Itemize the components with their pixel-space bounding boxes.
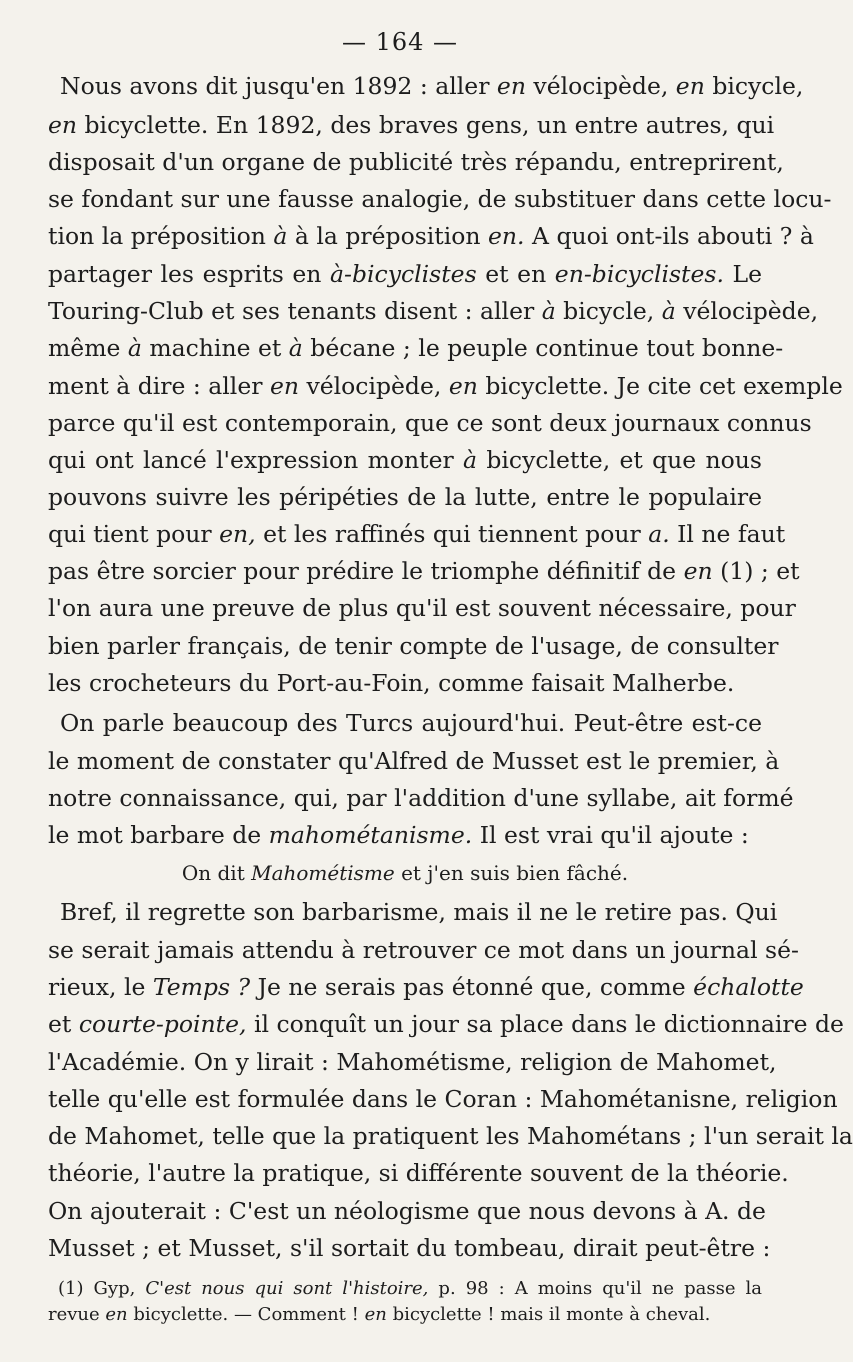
italic-text: en. [488, 222, 525, 250]
text-line [48, 218, 814, 254]
text-line [48, 1081, 838, 1117]
text-line [48, 743, 780, 779]
text-line [60, 705, 762, 741]
text-run: qui ont lancé l'expression monter [48, 446, 464, 474]
italic-text: en [48, 111, 78, 139]
text-line [60, 68, 804, 104]
text-line [48, 405, 812, 441]
text-line [48, 780, 794, 816]
text-line [48, 144, 784, 180]
text-run: bicyclette ! mais il monte à cheval. [386, 1304, 711, 1325]
text-run: vélocipède, [298, 372, 449, 400]
italic-text: en [105, 1304, 128, 1325]
text-line [48, 181, 832, 217]
italic-text: en [448, 372, 478, 400]
text-run: parce qu'il est contemporain, que ce sont deux journaux connus [48, 409, 812, 437]
italic-text: en [364, 1304, 387, 1325]
text-run: (1) Gyp, [58, 1278, 146, 1299]
italic-text: à [127, 334, 142, 362]
text-run: tion la préposition [48, 222, 274, 250]
text-run: partager les esprits en [48, 260, 331, 288]
text-run: On dit [181, 861, 252, 885]
italic-text: a. [648, 520, 670, 548]
italic-text: C'est nous qui sont l'histoire, [145, 1278, 429, 1299]
text-run: bicycle, [704, 72, 804, 100]
text-run: notre connaissance, qui, par l'addition d'une syllabe, ait formé [48, 784, 794, 812]
text-line [48, 1044, 777, 1080]
text-line [48, 969, 804, 1005]
text-run: bien parler français, de tenir compte de l'usage, de consulter [48, 632, 779, 660]
italic-text: échalotte [693, 973, 804, 1001]
text-run: bécane ; le peuple continue tout bonne- [302, 334, 784, 362]
text-run: On parle beaucoup des Turcs aujourd'hui. Peut-être est-ce [60, 709, 762, 737]
text-line [48, 479, 762, 515]
text-line [48, 368, 843, 404]
italic-text: en [683, 557, 713, 585]
text-run: l'on aura une preuve de plus qu'il est souvent nécessaire, pour [48, 594, 796, 622]
italic-text: à [463, 446, 478, 474]
text-run: pas être sorcier pour prédire le triomphe définitif de [48, 557, 684, 585]
text-run: se serait jamais attendu à retrouver ce mot dans un journal sé- [48, 936, 799, 964]
italic-text: en, [219, 520, 256, 548]
text-run: se fondant sur une fausse analogie, de substituer dans cette locu- [48, 185, 832, 213]
text-run: Musset ; et Musset, s'il sortait du tombeau, dirait peut-être : [48, 1234, 771, 1262]
italic-text: à [541, 297, 556, 325]
text-run: bicycle, [555, 297, 662, 325]
verse-quote [48, 855, 762, 891]
text-run: On ajouterait : C'est un néologisme que nous devons à A. de [48, 1197, 766, 1225]
text-run: les crocheteurs du Port-au-Foin, comme faisait Malherbe. [48, 669, 735, 697]
footnote-line [58, 1276, 762, 1302]
text-line [48, 628, 779, 664]
text-run: Bref, il regrette son barbarisme, mais il ne le retire pas. Qui [60, 898, 778, 926]
text-run: Il est vrai qu'il ajoute : [472, 821, 749, 849]
text-run: bicyclette. — Comment ! [127, 1304, 365, 1325]
text-run: machine et [141, 334, 289, 362]
text-run: vélocipède, [525, 72, 676, 100]
text-run: rieux, le [48, 973, 153, 1001]
text-run: bicyclette. En 1892, des braves gens, un entre autres, qui [77, 111, 775, 139]
text-run: qui tient pour [48, 520, 220, 548]
text-run: vélocipède, [675, 297, 819, 325]
text-run: bicyclette. Je cite cet exemple [477, 372, 843, 400]
text-run: ment à dire : aller [48, 372, 270, 400]
italic-text: Mahométisme [251, 861, 395, 885]
text-run: et en [476, 260, 555, 288]
text-line [48, 516, 786, 552]
text-run: et les raffinés qui tiennent pour [255, 520, 649, 548]
text-line [48, 932, 799, 968]
italic-text: en [675, 72, 705, 100]
italic-text: courte-pointe, [78, 1010, 247, 1038]
text-run: pouvons suivre les péripéties de la lutte, entre le populaire [48, 483, 762, 511]
italic-text: en-bicyclistes. [554, 260, 724, 288]
text-line [48, 590, 796, 626]
text-line [48, 1155, 789, 1191]
italic-text: à [288, 334, 303, 362]
italic-text: mahométanisme. [268, 821, 473, 849]
italic-text: Temps ? [152, 973, 251, 1001]
text-line [48, 1193, 766, 1229]
text-run: telle qu'elle est formulée dans le Coran : Mahométanisne, religion [48, 1085, 838, 1113]
text-run: théorie, l'autre la pratique, si différente souvent de la théorie. [48, 1159, 789, 1187]
text-run: le moment de constater qu'Alfred de Musset est le premier, à [48, 747, 780, 775]
text-run: même [48, 334, 128, 362]
text-run: Le [723, 260, 763, 288]
text-run: bicyclette, et que nous [477, 446, 762, 474]
text-line [48, 256, 762, 292]
text-line [48, 817, 762, 853]
text-line [48, 442, 762, 478]
text-run: Nous avons dit jusqu'en 1892 : aller [60, 72, 497, 100]
footnote-line [48, 1302, 762, 1328]
italic-text: à [273, 222, 288, 250]
text-line [48, 553, 800, 589]
text-line [48, 1230, 771, 1266]
text-line [48, 293, 819, 329]
text-run: A quoi ont-ils abouti ? à [524, 222, 814, 250]
text-run: Je ne serais pas étonné que, comme [250, 973, 694, 1001]
page-number: — 164 — [341, 28, 459, 56]
italic-text: à [661, 297, 676, 325]
text-run: il conquît un jour sa place dans le dictionnaire de [246, 1010, 844, 1038]
text-run: et [48, 1010, 79, 1038]
text-line [48, 107, 775, 143]
text-line [48, 1118, 853, 1154]
text-line [60, 894, 778, 930]
italic-text: en [269, 372, 299, 400]
text-run: de Mahomet, telle que la pratiquent les Mahométans ; l'un serait la [48, 1122, 853, 1150]
text-run: disposait d'un organe de publicité très répandu, entreprirent, [48, 148, 784, 176]
text-line [48, 665, 762, 701]
text-run: Il ne faut [669, 520, 786, 548]
italic-text: à-bicyclistes [330, 260, 477, 288]
text-run: le mot barbare de [48, 821, 269, 849]
text-run: à la préposition [287, 222, 489, 250]
italic-text: en [496, 72, 526, 100]
text-line [48, 330, 784, 366]
text-run: revue [48, 1304, 106, 1325]
text-run: p. 98 : A moins qu'il ne passe la [428, 1278, 762, 1299]
text-run: l'Académie. On y lirait : Mahométisme, religion de Mahomet, [48, 1048, 777, 1076]
text-run: (1) ; et [712, 557, 800, 585]
text-run: et j'en suis bien fâché. [394, 861, 629, 885]
text-run: Touring-Club et ses tenants disent : aller [48, 297, 542, 325]
text-line [48, 1006, 844, 1042]
